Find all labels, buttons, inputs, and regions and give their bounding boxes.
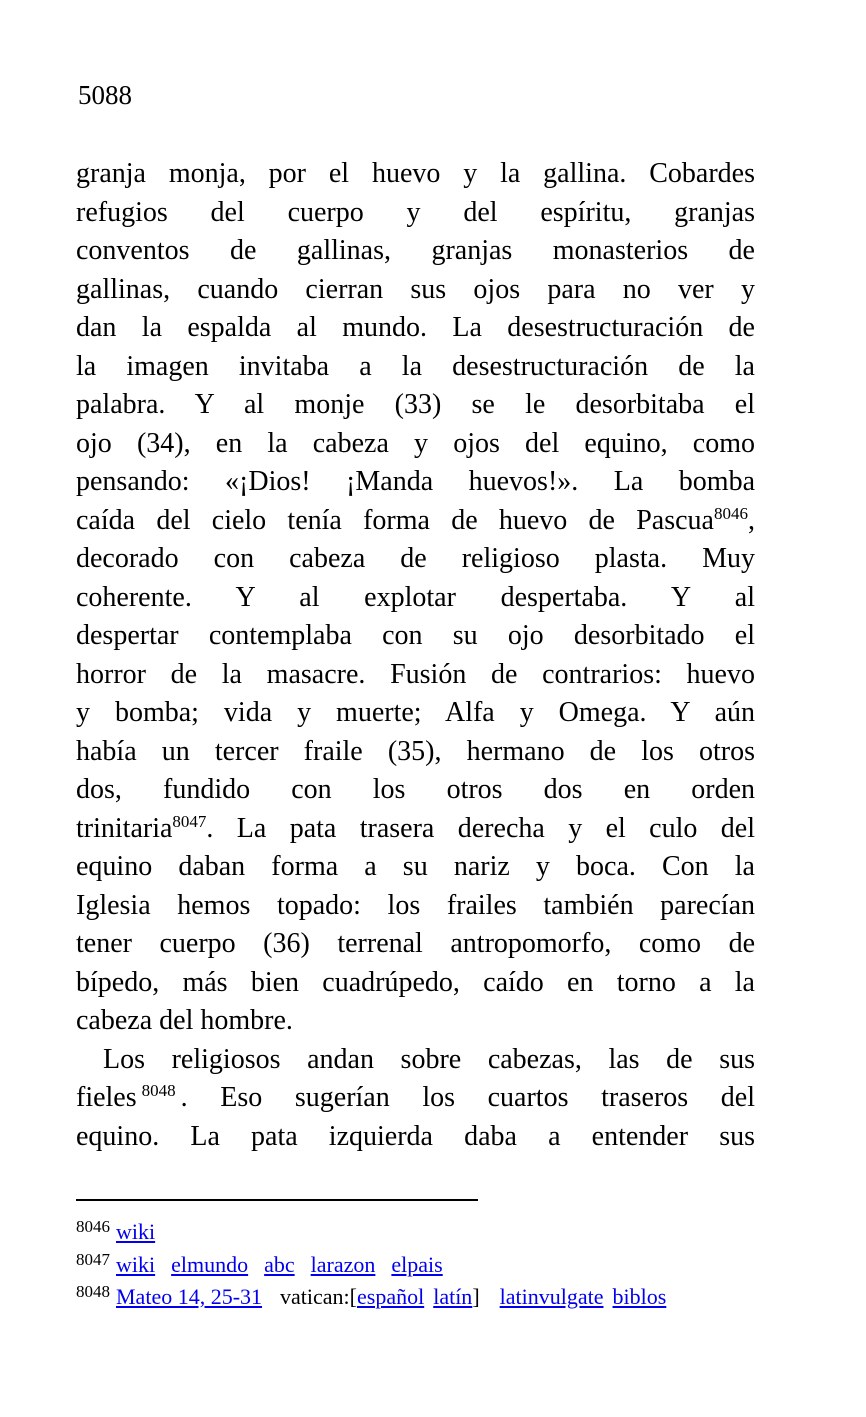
footnote-marker: 8046	[76, 1217, 110, 1236]
body-line	[76, 848, 755, 887]
body-text-segment: despertar contemplaba con su ojo desorbitado el	[76, 620, 755, 651]
footnote-reference: 8047	[172, 811, 207, 831]
body-text-segment: Iglesia hemos topado: los frailes también parecían	[76, 889, 755, 921]
body-text-segment: refugios del cuerpo y del espíritu, granjas	[76, 196, 755, 228]
body-line	[76, 579, 755, 618]
body-line	[76, 155, 755, 194]
footnote-text: vatican:[	[280, 1284, 357, 1309]
body-line	[76, 194, 755, 233]
footnote-item	[76, 1216, 666, 1249]
body-text-segment: tener cuerpo (36) terrenal antropomorfo, como de	[76, 928, 755, 959]
footnote-link-wiki[interactable]: wiki	[116, 1219, 156, 1244]
body-text-segment: dan la espalda al mundo. La desestructuración de	[76, 312, 755, 343]
body-line	[76, 271, 755, 310]
body-text-segment: coherente. Y al explotar despertaba. Y al	[76, 581, 755, 613]
body-line	[76, 810, 755, 849]
body-line	[76, 964, 755, 1003]
footnote-link-wiki[interactable]: wiki	[116, 1251, 156, 1277]
body-text-segment: decorado con cabeza de religioso plasta. Muy	[76, 543, 755, 574]
body-text-segment: palabra. Y al monje (33) se le desorbitaba el	[76, 389, 755, 420]
body-text-segment: conventos de gallinas, granjas monasterios de	[76, 235, 755, 266]
body-line	[76, 540, 755, 579]
body-text-segment: y bomba; vida y muerte; Alfa y Omega. Y aún	[76, 697, 755, 728]
body-line	[76, 309, 755, 348]
body-line	[76, 1118, 755, 1157]
footnote-link-larazon[interactable]: larazon	[310, 1251, 376, 1277]
footnote-reference: 8048	[141, 1081, 176, 1100]
body-text-segment: cabeza del hombre.	[76, 1005, 293, 1036]
body-line	[76, 1079, 755, 1118]
body-line	[76, 232, 755, 271]
body-text-segment: equino daban forma a su nariz y boca. Con la	[76, 851, 755, 882]
footnote-separator	[76, 1199, 478, 1201]
footnote-link-mateo-14-25-31[interactable]: Mateo 14, 25-31	[116, 1284, 263, 1309]
body-text-segment: había un tercer fraile (35), hermano de los otros	[76, 735, 755, 767]
body-line	[76, 617, 755, 656]
body-line	[76, 925, 755, 964]
footnote-link-biblos[interactable]: biblos	[612, 1284, 667, 1309]
body-text-segment: . La pata trasera derecha y el culo del	[206, 812, 755, 844]
body-text-segment: trinitaria	[76, 812, 173, 844]
body-text-segment: . Eso sugerían los cuartos traseros del	[180, 1082, 755, 1113]
body-text-segment: equino. La pata izquierda daba a entender sus	[76, 1120, 755, 1152]
body-line	[76, 771, 755, 810]
page-number: 5088	[78, 80, 132, 110]
body-line	[76, 887, 755, 926]
body-text-segment: caída del cielo tenía forma de huevo de Pascua	[76, 504, 714, 536]
body-text-segment: la imagen invitaba a la desestructuración de la	[76, 350, 755, 382]
body-text-segment: gallinas, cuando cierran sus ojos para no ver y	[76, 273, 755, 305]
body-text	[76, 155, 755, 1156]
body-line	[76, 463, 755, 502]
body-text-segment: fieles	[76, 1082, 137, 1113]
footnotes-list	[76, 1216, 666, 1314]
footnote-marker: 8047	[76, 1249, 110, 1269]
footnote-link-latín[interactable]: latín	[433, 1284, 473, 1309]
body-text-segment: bípedo, más bien cuadrúpedo, caído en torno a la	[76, 966, 755, 998]
footnote-reference: 8046	[714, 503, 748, 523]
footnote-link-elpais[interactable]: elpais	[391, 1251, 443, 1277]
body-text-segment: dos, fundido con los otros dos en orden	[76, 774, 755, 805]
body-text-segment: Los religiosos andan sobre cabezas, las de sus	[103, 1043, 755, 1075]
body-line	[76, 425, 755, 464]
body-line	[76, 733, 755, 772]
body-line	[76, 348, 755, 387]
body-text-segment: granja monja, por el huevo y la gallina. Cobardes	[76, 158, 755, 189]
footnote-link-elmundo[interactable]: elmundo	[171, 1251, 249, 1277]
body-line	[76, 502, 755, 541]
footnote-link-latinvulgate[interactable]: latinvulgate	[499, 1284, 604, 1309]
footnote-link-abc[interactable]: abc	[264, 1251, 295, 1277]
body-line	[76, 1041, 755, 1080]
body-line	[76, 656, 755, 695]
body-line	[76, 694, 755, 733]
footnote-text: ]	[472, 1284, 480, 1309]
body-text-segment: pensando: «¡Dios! ¡Manda huevos!». La bomba	[76, 466, 755, 497]
footnote-item	[76, 1281, 666, 1314]
footnote-marker: 8048	[76, 1282, 110, 1301]
body-text-segment: horror de la masacre. Fusión de contrarios: huevo	[76, 658, 755, 690]
body-text-segment: ojo (34), en la cabeza y ojos del equino, como	[76, 427, 755, 459]
footnote-item	[76, 1249, 666, 1282]
body-line	[76, 386, 755, 425]
footnote-link-español[interactable]: español	[357, 1284, 425, 1309]
body-text-segment: ,	[748, 504, 755, 536]
body-line	[76, 1002, 755, 1041]
